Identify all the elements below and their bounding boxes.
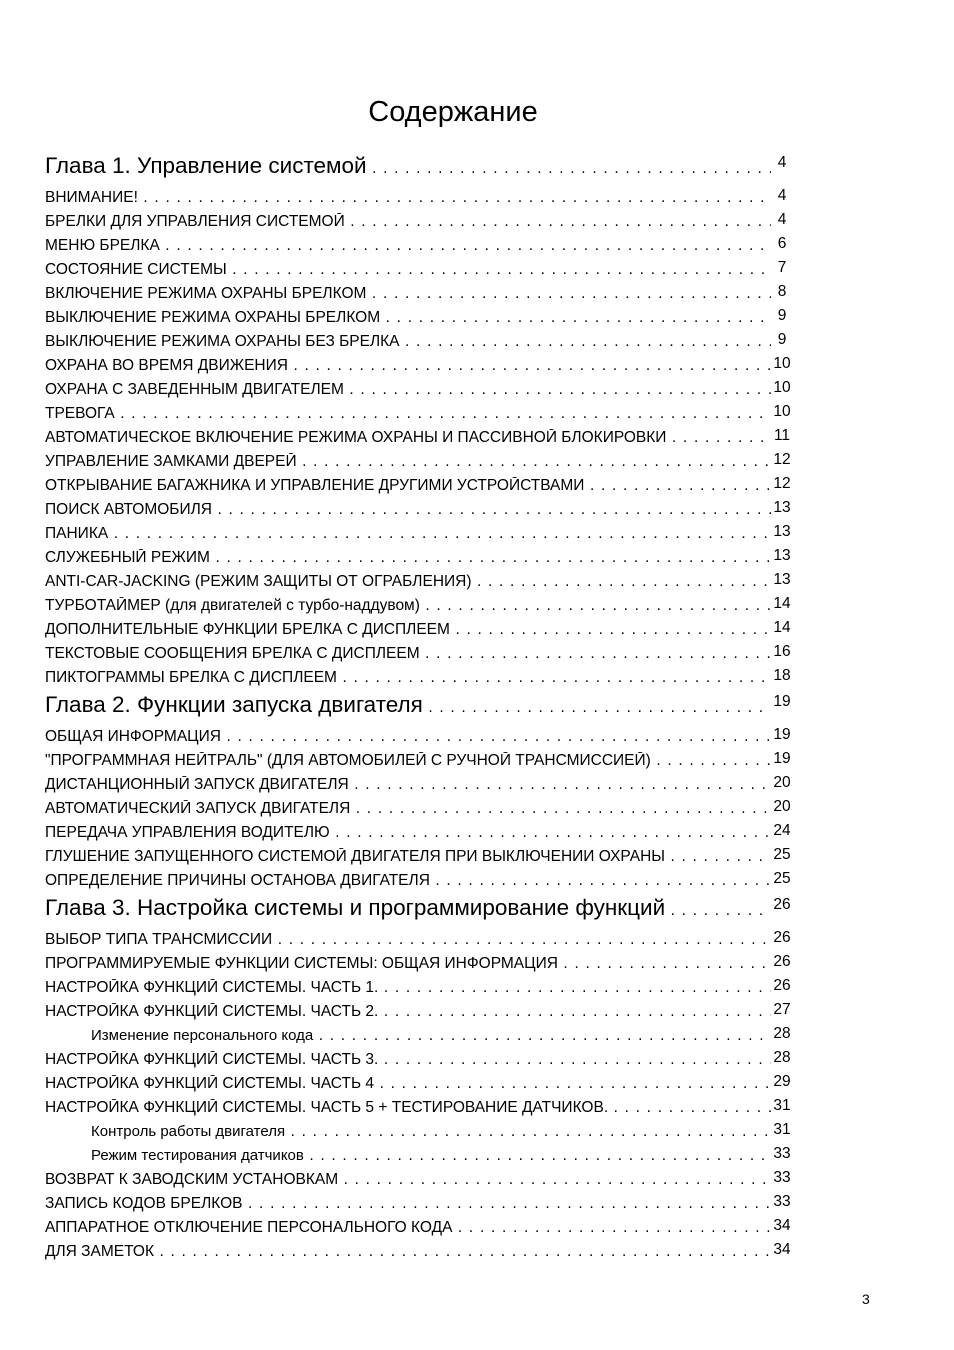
toc-entry-label: АППАРАТНОЕ ОТКЛЮЧЕНИЕ ПЕРСОНАЛЬНОГО КОДА . . . [45, 1219, 771, 1237]
toc-entry-page: 14 [773, 619, 791, 636]
toc-entry-label: ВНИМАНИЕ! . . . [45, 189, 771, 207]
toc-entry-label: ТЕКСТОВЫЕ СООБЩЕНИЯ БРЕЛКА С ДИСПЛЕЕМ . . . [45, 645, 771, 663]
toc-entry-page: 10 [773, 379, 791, 396]
toc-entry-label: Изменение персонального кода . . . [91, 1027, 771, 1045]
toc-entry[interactable] [45, 641, 795, 665]
toc-entry[interactable] [45, 748, 795, 772]
toc-entry-page: 11 [773, 427, 791, 444]
toc-entry[interactable] [45, 1191, 795, 1215]
toc-entry[interactable] [45, 521, 795, 545]
toc-entry-label: ВОЗВРАТ К ЗАВОДСКИМ УСТАНОВКАМ . . . [45, 1171, 771, 1189]
toc-entry-label: ANTI-CAR-JACKING (РЕЖИМ ЗАЩИТЫ ОТ ОГРАБЛЕНИЯ) . . . [45, 573, 771, 591]
toc-entry-page: 19 [773, 726, 791, 743]
toc-entry[interactable] [45, 545, 795, 569]
toc-entry[interactable] [45, 1095, 795, 1119]
toc-entry[interactable] [45, 401, 795, 425]
toc-entry[interactable] [45, 665, 795, 689]
toc-entry-page: 34 [773, 1241, 791, 1258]
toc-entry-label: ОХРАНА ВО ВРЕМЯ ДВИЖЕНИЯ . . . [45, 357, 771, 375]
toc-entry-page: 24 [773, 822, 791, 839]
toc-entry[interactable] [45, 425, 795, 449]
toc-entry[interactable] [45, 999, 795, 1023]
toc-entry[interactable] [45, 927, 795, 951]
toc-entry-page: 13 [773, 523, 791, 540]
toc-entry-label: ДОПОЛНИТЕЛЬНЫЕ ФУНКЦИИ БРЕЛКА С ДИСПЛЕЕМ . . . [45, 621, 771, 639]
toc-entry-page: 33 [773, 1145, 791, 1162]
toc-entry[interactable] [45, 353, 795, 377]
toc-entry-page: 26 [773, 953, 791, 970]
toc-entry-label: ПАНИКА . . . [45, 525, 771, 543]
toc-entry[interactable] [45, 1023, 795, 1047]
toc-entry[interactable] [45, 1143, 795, 1167]
toc-entry-page: 9 [777, 307, 787, 324]
toc-entry[interactable] [45, 449, 795, 473]
toc-entry-label: ВКЛЮЧЕНИЕ РЕЖИМА ОХРАНЫ БРЕЛКОМ . . . [45, 285, 771, 303]
toc-entry[interactable] [45, 844, 795, 868]
toc-entry-label: Глава 2. Функции запуска двигателя . . . [45, 692, 771, 721]
toc-entry-label: НАСТРОЙКА ФУНКЦИЙ СИСТЕМЫ. ЧАСТЬ 3. . . . [45, 1051, 771, 1069]
toc-entry[interactable] [45, 1119, 795, 1143]
toc-entry-label: ТУРБОТАЙМЕР (для двигателей с турбо-наддувом) . . . [45, 597, 771, 615]
toc-entry-label: Режим тестирования датчиков . . . [91, 1147, 771, 1165]
toc-entry[interactable] [45, 1047, 795, 1071]
toc-entry-page: 10 [773, 403, 791, 420]
toc-entry-label: ДЛЯ ЗАМЕТОК . . . [45, 1243, 771, 1261]
toc-entry[interactable] [45, 593, 795, 617]
toc-entry-label: ПИКТОГРАММЫ БРЕЛКА С ДИСПЛЕЕМ . . . [45, 669, 771, 687]
toc-entry-page: 28 [773, 1049, 791, 1066]
toc-entry-label: ВЫКЛЮЧЕНИЕ РЕЖИМА ОХРАНЫ БЕЗ БРЕЛКА . . . [45, 333, 771, 351]
toc-entry-page: 4 [777, 211, 787, 228]
toc-entry[interactable] [45, 497, 795, 521]
toc-entry-label: НАСТРОЙКА ФУНКЦИЙ СИСТЕМЫ. ЧАСТЬ 4 . . . [45, 1075, 771, 1093]
toc-entry[interactable] [45, 257, 795, 281]
toc-entry-page: 31 [773, 1121, 791, 1138]
toc-entry-page: 7 [777, 259, 787, 276]
toc-entry-label: АВТОМАТИЧЕСКОЕ ВКЛЮЧЕНИЕ РЕЖИМА ОХРАНЫ И ПАССИВНОЙ БЛОКИРОВКИ . . . [45, 429, 771, 447]
toc-entry-label: ТРЕВОГА . . . [45, 405, 771, 423]
toc-entry-label: Глава 1. Управление системой . . . [45, 153, 771, 182]
toc-entry-label: УПРАВЛЕНИЕ ЗАМКАМИ ДВЕРЕЙ . . . [45, 453, 771, 471]
toc-entry-page: 34 [773, 1217, 791, 1234]
toc-entry-page: 31 [773, 1097, 791, 1114]
toc-entry-page: 4 [777, 187, 787, 204]
toc-entry-page: 8 [777, 283, 787, 300]
toc-entry-page: 14 [773, 595, 791, 612]
toc-entry-page: 28 [773, 1025, 791, 1042]
toc-entry-page: 12 [773, 475, 791, 492]
toc-entry-label: Контроль работы двигателя . . . [91, 1123, 771, 1141]
toc-entry[interactable] [45, 473, 795, 497]
toc-chapter[interactable] [45, 892, 795, 927]
toc-entry-page: 12 [773, 451, 791, 468]
toc-entry-page: 20 [773, 774, 791, 791]
toc-entry-page: 9 [777, 331, 787, 348]
toc-entry[interactable] [45, 868, 795, 892]
toc-entry-page: 13 [773, 571, 791, 588]
toc-entry[interactable] [45, 1215, 795, 1239]
page-number: 3 [862, 1291, 870, 1307]
toc-entry-label: НАСТРОЙКА ФУНКЦИЙ СИСТЕМЫ. ЧАСТЬ 2. . . . [45, 1003, 771, 1021]
toc-entry[interactable] [45, 724, 795, 748]
toc-entry-page: 33 [773, 1193, 791, 1210]
toc-entry-label: ОХРАНА С ЗАВЕДЕННЫМ ДВИГАТЕЛЕМ . . . [45, 381, 771, 399]
toc-entry-label: Глава 3. Настройка системы и программирование функций . . . [45, 895, 771, 924]
toc-entry-label: ПЕРЕДАЧА УПРАВЛЕНИЯ ВОДИТЕЛЮ . . . [45, 824, 771, 842]
toc-entry-page: 13 [773, 547, 791, 564]
page-title: Содержание [368, 96, 538, 128]
toc-entry-label: ДИСТАНЦИОННЫЙ ЗАПУСК ДВИГАТЕЛЯ . . . [45, 776, 771, 794]
toc-entry[interactable] [45, 233, 795, 257]
toc-entry-page: 26 [773, 896, 791, 913]
toc-entry-label: МЕНЮ БРЕЛКА . . . [45, 237, 771, 255]
table-of-contents [45, 150, 795, 1263]
toc-entry-page: 27 [773, 1001, 791, 1018]
toc-chapter[interactable] [45, 150, 795, 185]
toc-entry-page: 20 [773, 798, 791, 815]
toc-entry-page: 19 [773, 750, 791, 767]
toc-entry-label: НАСТРОЙКА ФУНКЦИЙ СИСТЕМЫ. ЧАСТЬ 5 + ТЕСТИРОВАНИЕ ДАТЧИКОВ. . . . [45, 1099, 771, 1117]
toc-entry-label: ГЛУШЕНИЕ ЗАПУЩЕННОГО СИСТЕМОЙ ДВИГАТЕЛЯ ПРИ ВЫКЛЮЧЕНИИ ОХРАНЫ . . . [45, 848, 771, 866]
toc-entry-label: ОПРЕДЕЛЕНИЕ ПРИЧИНЫ ОСТАНОВА ДВИГАТЕЛЯ . . . [45, 872, 771, 890]
toc-entry[interactable] [45, 1239, 795, 1263]
toc-entry[interactable] [45, 617, 795, 641]
toc-entry[interactable] [45, 185, 795, 209]
toc-entry-label: ПОИСК АВТОМОБИЛЯ . . . [45, 501, 771, 519]
toc-entry-label: ЗАПИСЬ КОДОВ БРЕЛКОВ . . . [45, 1195, 771, 1213]
toc-entry-label: ОБЩАЯ ИНФОРМАЦИЯ . . . [45, 728, 771, 746]
toc-entry-page: 10 [773, 355, 791, 372]
toc-entry-label: НАСТРОЙКА ФУНКЦИЙ СИСТЕМЫ. ЧАСТЬ 1. . . . [45, 979, 771, 997]
toc-entry-label: ОТКРЫВАНИЕ БАГАЖНИКА И УПРАВЛЕНИЕ ДРУГИМИ УСТРОЙСТВАМИ . . . [45, 477, 771, 495]
toc-entry-label: ВЫБОР ТИПА ТРАНСМИССИИ . . . [45, 931, 771, 949]
toc-entry[interactable] [45, 772, 795, 796]
toc-entry[interactable] [45, 820, 795, 844]
toc-entry-label: АВТОМАТИЧЕСКИЙ ЗАПУСК ДВИГАТЕЛЯ . . . [45, 800, 771, 818]
toc-entry[interactable] [45, 281, 795, 305]
toc-entry-page: 26 [773, 977, 791, 994]
toc-entry-label: СОСТОЯНИЕ СИСТЕМЫ . . . [45, 261, 771, 279]
toc-entry-label: "ПРОГРАММНАЯ НЕЙТРАЛЬ" (ДЛЯ АВТОМОБИЛЕЙ С РУЧНОЙ ТРАНСМИССИЕЙ) . . . [45, 752, 771, 770]
toc-entry[interactable] [45, 377, 795, 401]
toc-entry-page: 26 [773, 929, 791, 946]
toc-entry[interactable] [45, 975, 795, 999]
toc-entry[interactable] [45, 305, 795, 329]
toc-entry-page: 13 [773, 499, 791, 516]
toc-entry-page: 18 [773, 667, 791, 684]
toc-entry-page: 16 [773, 643, 791, 660]
toc-entry[interactable] [45, 951, 795, 975]
toc-entry-label: СЛУЖЕБНЫЙ РЕЖИМ . . . [45, 549, 771, 567]
toc-entry[interactable] [45, 1167, 795, 1191]
toc-entry[interactable] [45, 796, 795, 820]
toc-entry-page: 4 [777, 154, 787, 171]
toc-chapter[interactable] [45, 689, 795, 724]
toc-entry-label: ПРОГРАММИРУЕМЫЕ ФУНКЦИИ СИСТЕМЫ: ОБЩАЯ ИНФОРМАЦИЯ . . . [45, 955, 771, 973]
toc-entry[interactable] [45, 569, 795, 593]
toc-entry-label: ВЫКЛЮЧЕНИЕ РЕЖИМА ОХРАНЫ БРЕЛКОМ . . . [45, 309, 771, 327]
toc-entry-page: 6 [777, 235, 787, 252]
toc-entry-page: 29 [773, 1073, 791, 1090]
toc-entry-page: 25 [773, 846, 791, 863]
toc-entry[interactable] [45, 209, 795, 233]
toc-entry-label: БРЕЛКИ ДЛЯ УПРАВЛЕНИЯ СИСТЕМОЙ . . . [45, 213, 771, 231]
toc-entry[interactable] [45, 329, 795, 353]
toc-entry-page: 25 [773, 870, 791, 887]
toc-entry-page: 33 [773, 1169, 791, 1186]
toc-entry[interactable] [45, 1071, 795, 1095]
toc-entry-page: 19 [773, 693, 791, 710]
